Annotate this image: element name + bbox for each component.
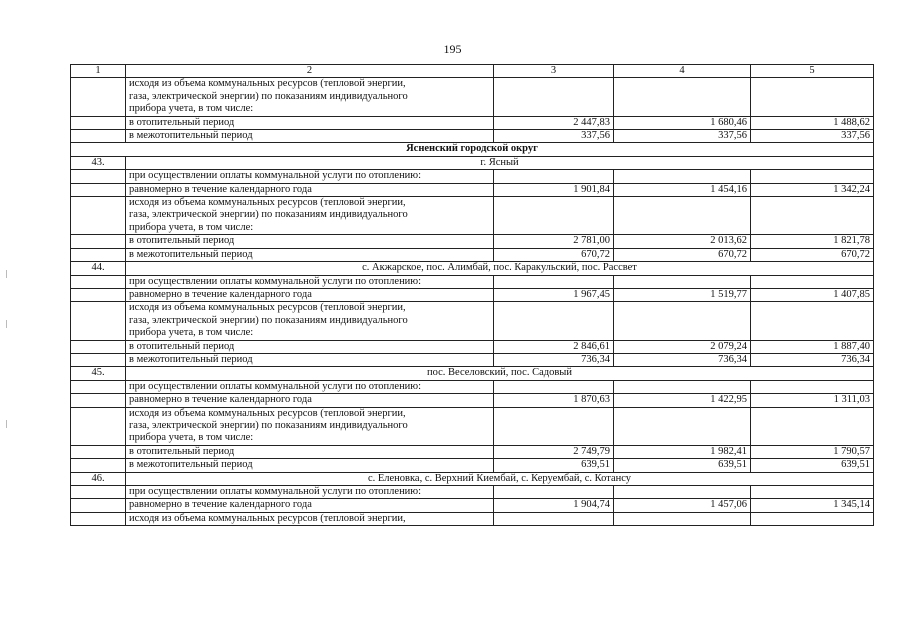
column-header: 5 (751, 65, 874, 78)
table-cell: 1 887,40 (751, 340, 874, 353)
table-row (71, 394, 874, 407)
table-cell: 639,51 (751, 459, 874, 472)
row-label: в отопительный период (126, 116, 494, 129)
margin-mark (6, 420, 7, 428)
table-cell: 337,56 (494, 130, 614, 143)
table-cell: 639,51 (614, 459, 751, 472)
row-label: в межотопительный период (126, 130, 494, 143)
row-label: в отопительный период (126, 235, 494, 248)
table-cell: 1 982,41 (614, 445, 751, 458)
column-header: 1 (71, 65, 126, 78)
entry-number: 43. (71, 156, 126, 169)
table-row (71, 340, 874, 353)
entry-number: 46. (71, 472, 126, 485)
column-header: 2 (126, 65, 494, 78)
column-header: 3 (494, 65, 614, 78)
table-cell: 2 079,24 (614, 340, 751, 353)
section-row (71, 143, 874, 156)
table-row (71, 235, 874, 248)
row-label: в межотопительный период (126, 248, 494, 261)
table-cell: 1 345,14 (751, 499, 874, 512)
row-label: равномерно в течение календарного года (126, 288, 494, 301)
table-cell: 736,34 (751, 353, 874, 366)
table-cell: 1 311,03 (751, 394, 874, 407)
table-row (71, 170, 874, 183)
table-row (71, 445, 874, 458)
table-row (71, 288, 874, 301)
row-label: при осуществлении оплаты коммунальной услуги по отоплению: (126, 275, 494, 288)
row-label: исходя из объема коммунальных ресурсов (тепловой энергии, газа, электрической энергии) по показаниям индивидуального прибора учета, в том числе: (126, 407, 494, 445)
row-label: исходя из объема коммунальных ресурсов (тепловой энергии, газа, электрической энергии) по показаниям индивидуального прибора учета, в том числе: (126, 197, 494, 235)
row-label: исходя из объема коммунальных ресурсов (тепловой энергии, (126, 512, 494, 525)
table-cell: 1 519,77 (614, 288, 751, 301)
table-cell: 1 967,45 (494, 288, 614, 301)
table-row (71, 116, 874, 129)
column-header: 4 (614, 65, 751, 78)
table-row (71, 407, 874, 445)
table-cell: 670,72 (614, 248, 751, 261)
table-cell: 2 013,62 (614, 235, 751, 248)
section-title: Ясненский городской округ (71, 143, 874, 156)
row-label: исходя из объема коммунальных ресурсов (тепловой энергии, газа, электрической энергии) по показаниям индивидуального прибора учета, в том числе: (126, 78, 494, 116)
table-cell: 2 781,00 (494, 235, 614, 248)
table-cell: 670,72 (751, 248, 874, 261)
row-label: при осуществлении оплаты коммунальной услуги по отоплению: (126, 486, 494, 499)
table-cell: 2 846,61 (494, 340, 614, 353)
table-row (71, 248, 874, 261)
row-label: в межотопительный период (126, 353, 494, 366)
table-row (71, 275, 874, 288)
table-cell: 1 904,74 (494, 499, 614, 512)
table-cell: 1 870,63 (494, 394, 614, 407)
table-cell: 1 454,16 (614, 183, 751, 196)
row-label: в межотопительный период (126, 459, 494, 472)
table-row (71, 130, 874, 143)
table-row (71, 197, 874, 235)
table-row (71, 302, 874, 340)
table-header-row (71, 65, 874, 78)
table-row (71, 459, 874, 472)
table-cell: 2 749,79 (494, 445, 614, 458)
table-cell: 639,51 (494, 459, 614, 472)
row-label: в отопительный период (126, 340, 494, 353)
table-cell: 1 790,57 (751, 445, 874, 458)
table-cell: 736,34 (494, 353, 614, 366)
table-cell: 337,56 (614, 130, 751, 143)
location-title: г. Ясный (126, 156, 874, 169)
location-title: с. Еленовка, с. Верхний Киембай, с. Керуембай, с. Котансу (126, 472, 874, 485)
row-label: равномерно в течение календарного года (126, 499, 494, 512)
table-row (71, 486, 874, 499)
row-label: равномерно в течение календарного года (126, 183, 494, 196)
table-cell: 337,56 (751, 130, 874, 143)
row-label: исходя из объема коммунальных ресурсов (тепловой энергии, газа, электрической энергии) по показаниям индивидуального прибора учета, в том числе: (126, 302, 494, 340)
entry-number: 44. (71, 262, 126, 275)
table-cell: 1 457,06 (614, 499, 751, 512)
location-title: с. Акжарское, пос. Алимбай, пос. Каракульский, пос. Рассвет (126, 262, 874, 275)
table-row (71, 183, 874, 196)
table-cell: 1 821,78 (751, 235, 874, 248)
location-row (71, 472, 874, 485)
table-cell: 1 680,46 (614, 116, 751, 129)
table-cell: 1 342,24 (751, 183, 874, 196)
row-label: при осуществлении оплаты коммунальной услуги по отоплению: (126, 380, 494, 393)
table-cell: 1 407,85 (751, 288, 874, 301)
table-cell: 736,34 (614, 353, 751, 366)
margin-mark (6, 320, 7, 328)
table-cell: 670,72 (494, 248, 614, 261)
table-cell: 2 447,83 (494, 116, 614, 129)
table-row (71, 78, 874, 116)
table-row (71, 512, 874, 525)
table-cell: 1 488,62 (751, 116, 874, 129)
location-row (71, 367, 874, 380)
location-row (71, 262, 874, 275)
table-cell: 1 901,84 (494, 183, 614, 196)
margin-mark (6, 270, 7, 278)
entry-number: 45. (71, 367, 126, 380)
table-row (71, 499, 874, 512)
location-title: пос. Веселовский, пос. Садовый (126, 367, 874, 380)
row-label: равномерно в течение календарного года (126, 394, 494, 407)
location-row (71, 156, 874, 169)
table-row (71, 353, 874, 366)
table-row (71, 380, 874, 393)
table-cell: 1 422,95 (614, 394, 751, 407)
row-label: при осуществлении оплаты коммунальной услуги по отоплению: (126, 170, 494, 183)
row-label: в отопительный период (126, 445, 494, 458)
tariff-table (70, 64, 874, 526)
page-number: 195 (443, 42, 462, 56)
